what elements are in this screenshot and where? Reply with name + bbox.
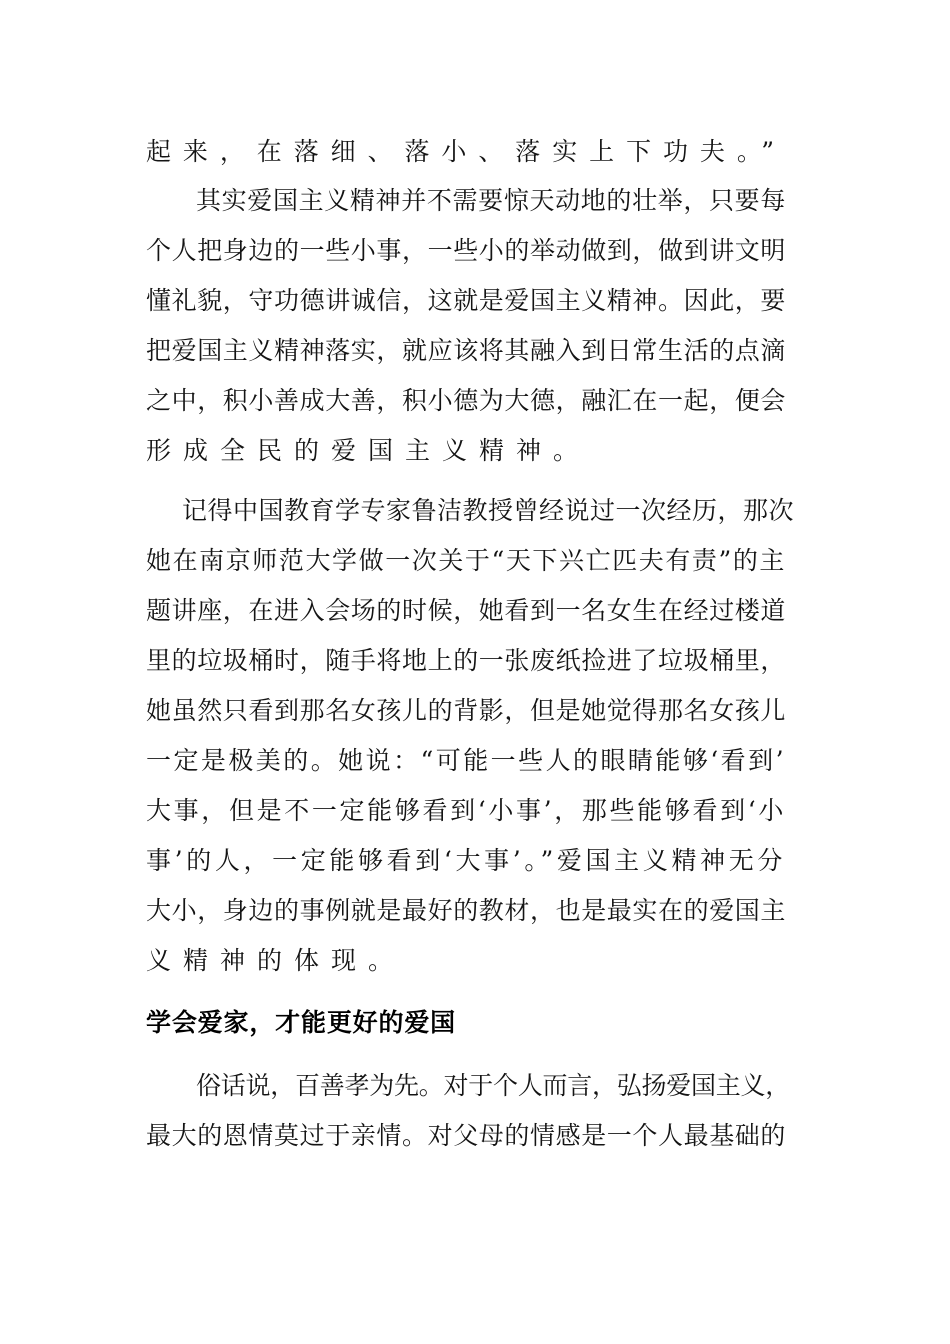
paragraph-line: 懂礼貌，守功德讲诚信，这就是爱国主义精神。因此，要 — [146, 286, 786, 315]
paragraph-line: 之中，积小善成大善，积小德为大德，融汇在一起，便会 — [146, 386, 786, 415]
section-heading: 学会爱家，才能更好的爱国 — [146, 1008, 456, 1037]
paragraph-line: 形成全民的爱国主义精神。 — [146, 436, 591, 465]
paragraph-line: 起来，在落细、落小、落实上下功夫。” — [146, 137, 786, 166]
paragraph-line: 一定是极美的。她说：“可能一些人的眼睛能够‘看到’ — [146, 746, 786, 775]
paragraph-line: 最大的恩情莫过于亲情。对父母的情感是一个人最基础的 — [146, 1121, 786, 1150]
paragraph-line: 大事，但是不一定能够看到‘小事’，那些能够看到‘小 — [146, 796, 786, 825]
paragraph-line: 事’的人，一定能够看到‘大事’。”爱国主义精神无分 — [146, 846, 786, 875]
paragraph-line: 俗话说，百善孝为先。对于个人而言，弘扬爱国主义， — [196, 1071, 790, 1100]
paragraph-line: 题讲座，在进入会场的时候，她看到一名女生在经过楼道 — [146, 596, 786, 625]
paragraph-line: 其实爱国主义精神并不需要惊天动地的壮举，只要每 — [196, 186, 786, 215]
paragraph-line: 里的垃圾桶时，随手将地上的一张废纸捡进了垃圾桶里， — [146, 646, 786, 675]
paragraph-line: 她在南京师范大学做一次关于“天下兴亡匹夫有责”的主 — [146, 546, 786, 575]
paragraph-line: 把爱国主义精神落实，就应该将其融入到日常生活的点滴 — [146, 336, 786, 365]
paragraph-line: 义精神的体现。 — [146, 946, 406, 975]
paragraph-line: 大小，身边的事例就是最好的教材，也是最实在的爱国主 — [146, 896, 786, 925]
paragraph-line: 她虽然只看到那名女孩儿的背影，但是她觉得那名女孩儿 — [146, 696, 786, 725]
paragraph-line: 记得中国教育学专家鲁洁教授曾经说过一次经历，那次 — [182, 496, 794, 525]
paragraph-line: 个人把身边的一些小事，一些小的举动做到，做到讲文明 — [146, 236, 786, 265]
